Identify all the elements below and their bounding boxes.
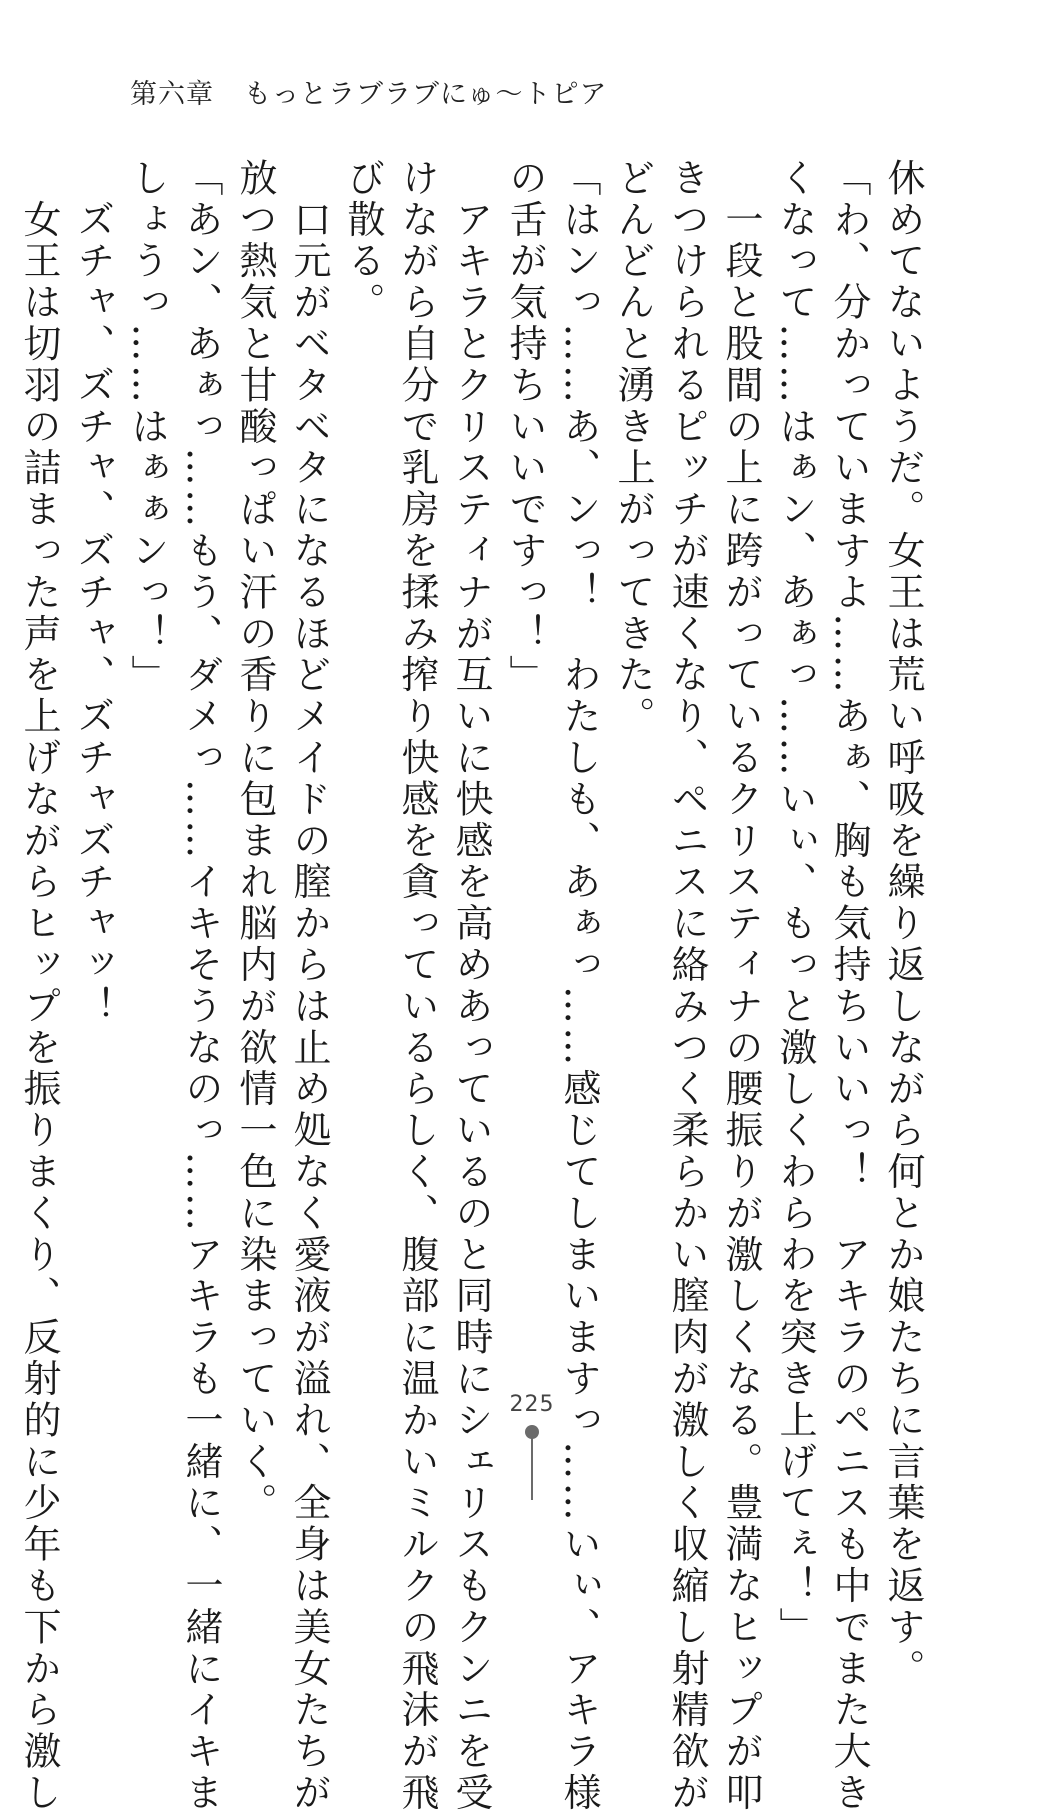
page-number: 225 bbox=[509, 1392, 555, 1417]
text-line: 休めてないようだ。女王は荒い呼吸を繰り返しながら何とか娘たちに言葉を返す。 bbox=[881, 158, 925, 1690]
text-line: 口元がベタベタになるほどメイドの膣からは止め処なく愛液が溢れ、全身は美女たちが bbox=[287, 158, 331, 1814]
page-marker-pin-icon bbox=[525, 1425, 539, 1500]
running-header bbox=[130, 72, 607, 111]
text-line: び散る。 bbox=[341, 158, 385, 324]
text-line: 一段と股間の上に跨がっているクリスティナの腰振りが激しくなる。豊満なヒップが叩 bbox=[719, 158, 763, 1814]
text-line: 「はンっ……あ、ンっ！ わたしも、あぁっ……感じてしまいますっ……いぃ、アキラ様 bbox=[557, 158, 601, 1814]
chapter-title: もっとラブラブにゅ〜トピア bbox=[244, 79, 608, 110]
text-line: きつけられるピッチが速くなり、ペニスに絡みつく柔らかい膣肉が激しく収縮し射精欲が bbox=[665, 158, 709, 1814]
text-line: 女王は切羽の詰まった声を上げながらヒップを振りまくり、反射的に少年も下から激し bbox=[17, 158, 61, 1814]
page-marker-dot bbox=[525, 1425, 539, 1439]
text-line: どんどんと湧き上がってきた。 bbox=[611, 158, 655, 738]
text-line: けながら自分で乳房を揉み搾り快感を貪っているらしく、腹部に温かいミルクの飛沫が飛 bbox=[395, 158, 439, 1814]
text-line: アキラとクリスティナが互いに快感を高めあっているのと同時にシェリスもクンニを受 bbox=[449, 158, 493, 1814]
page-marker-stem bbox=[531, 1438, 533, 1500]
text-line: の舌が気持ちいいですっ！」 bbox=[503, 158, 547, 697]
text-line: 「あン、あぁっ……もう、ダメっ……イキそうなのっ……アキラも一緒に、一緒にイキま bbox=[179, 158, 223, 1814]
text-line: くなって……はぁン、あぁっ……いぃ、もっと激しくわらわを突き上げてぇ！」 bbox=[773, 158, 817, 1649]
chapter-number: 第六章 bbox=[130, 79, 214, 110]
text-line: 「わ、分かっていますよ……あぁ、胸も気持ちいいっ！ アキラのペニスも中でまた大き bbox=[827, 158, 871, 1814]
text-line: ズチャ、ズチャ、ズチャ、ズチャズチャッ！ bbox=[71, 158, 115, 1028]
text-line: 放つ熱気と甘酸っぱい汗の香りに包まれ脳内が欲情一色に染まっていく。 bbox=[233, 158, 277, 1525]
text-line: しょうっ……はぁぁンっ！」 bbox=[125, 158, 169, 697]
